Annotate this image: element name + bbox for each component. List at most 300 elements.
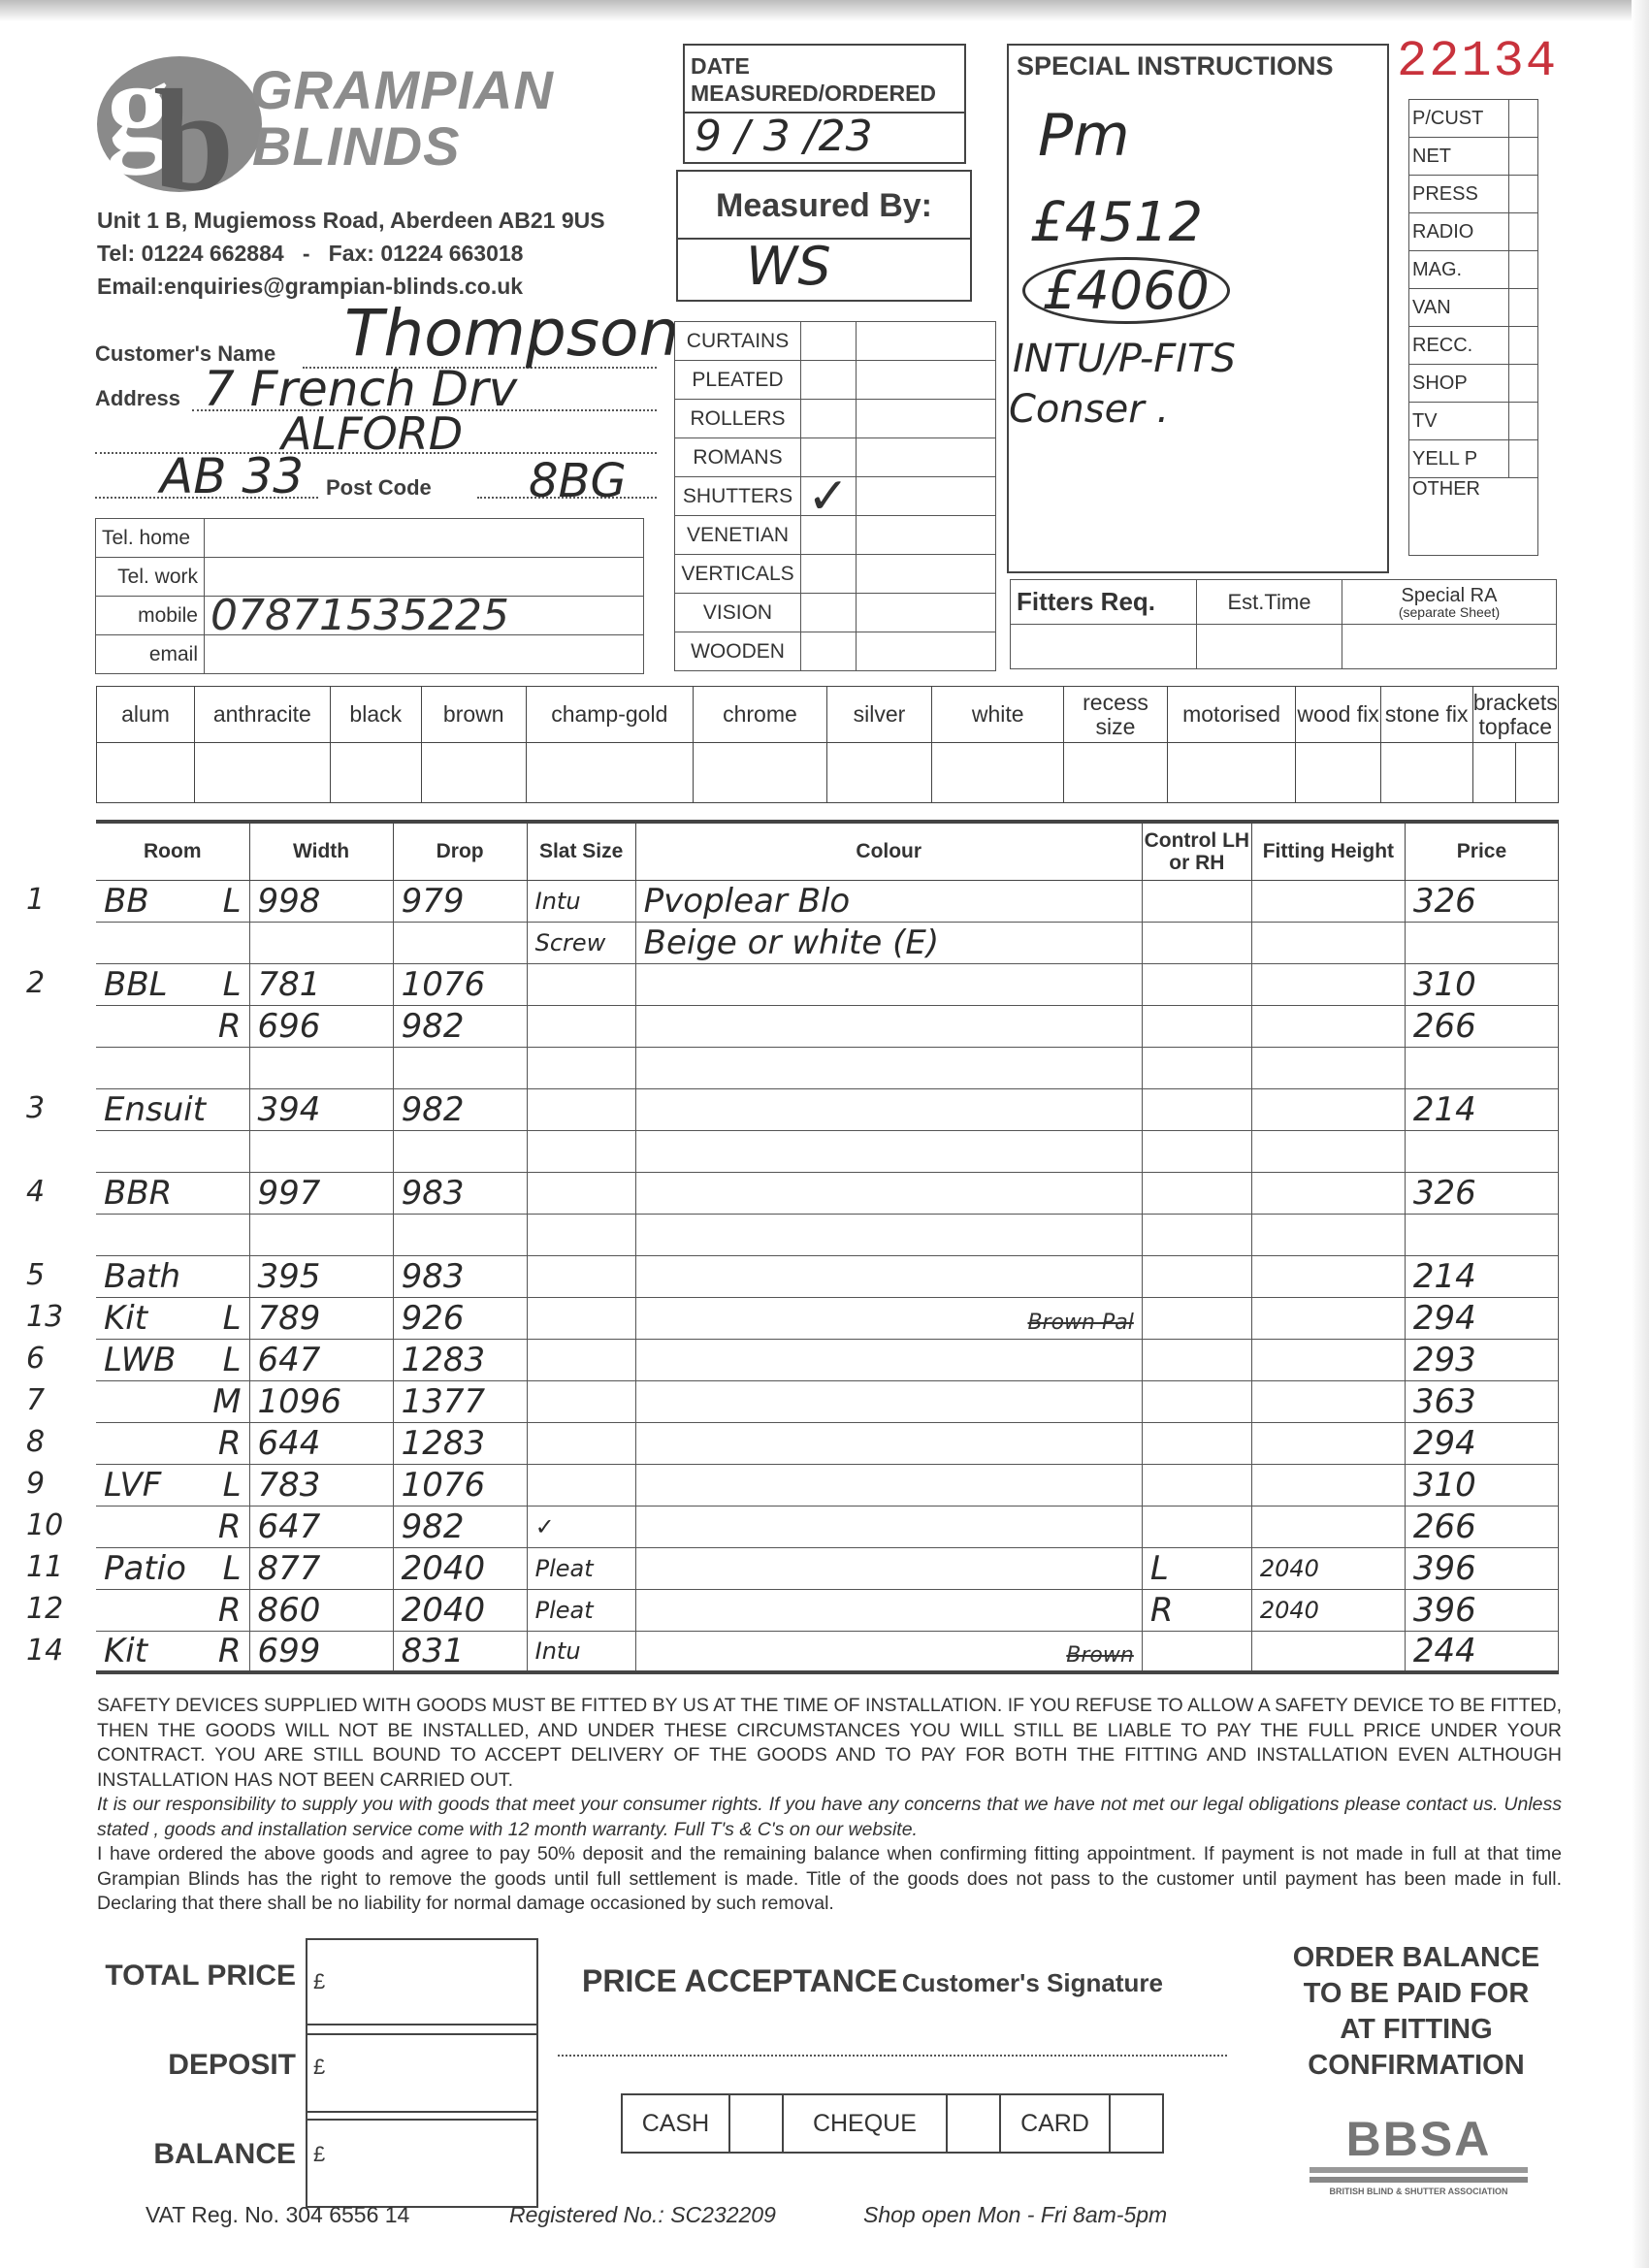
- slat-cell[interactable]: Intu: [527, 1631, 635, 1672]
- order-row: [96, 880, 1559, 922]
- product-notes[interactable]: [856, 516, 995, 555]
- colour-cell[interactable]: [635, 1214, 1142, 1255]
- width-cell[interactable]: 394: [249, 1088, 393, 1130]
- colour-cell[interactable]: [635, 1255, 1142, 1297]
- fit-cell[interactable]: [1251, 1297, 1405, 1339]
- fit-cell[interactable]: 2040: [1251, 1547, 1405, 1589]
- row-number: 3: [26, 1090, 46, 1125]
- source-checkbox[interactable]: [1509, 213, 1538, 251]
- price-cell[interactable]: [1405, 1130, 1558, 1172]
- special-instruction-line[interactable]: Pm: [1038, 102, 1130, 170]
- width-cell[interactable]: [249, 1130, 393, 1172]
- room-name: Bath: [104, 1256, 181, 1296]
- control-cell[interactable]: [1142, 1088, 1251, 1130]
- control-cell[interactable]: [1142, 1130, 1251, 1172]
- drop-cell[interactable]: 982: [393, 1506, 527, 1547]
- price-cell[interactable]: 266: [1405, 1005, 1558, 1047]
- slat-cell[interactable]: [527, 1255, 635, 1297]
- order-balance-line: CONFIRMATION: [1308, 2050, 1525, 2081]
- source-checkbox[interactable]: [1509, 100, 1538, 138]
- slat-cell[interactable]: ✓: [527, 1506, 635, 1547]
- colour-cell[interactable]: [635, 1464, 1142, 1506]
- colour-option-field[interactable]: [694, 743, 827, 803]
- drop-cell[interactable]: [393, 1130, 527, 1172]
- price-cell[interactable]: 266: [1405, 1506, 1558, 1547]
- control-cell[interactable]: [1142, 1172, 1251, 1214]
- brackets-face-field[interactable]: [1515, 743, 1558, 803]
- postcode-label: Post Code: [326, 475, 432, 500]
- address-line2[interactable]: ALFORD: [281, 407, 464, 460]
- measured-by-value[interactable]: WS: [746, 236, 831, 297]
- room-cell[interactable]: [96, 922, 249, 963]
- address-line1[interactable]: 7 French Drv: [204, 361, 518, 417]
- order-row: [96, 1547, 1559, 1589]
- control-cell[interactable]: L: [1142, 1547, 1251, 1589]
- date-value[interactable]: 9 / 3 /23: [695, 112, 873, 161]
- price-cell[interactable]: 363: [1405, 1380, 1558, 1422]
- price-cell[interactable]: 214: [1405, 1088, 1558, 1130]
- room-side: R: [217, 1631, 242, 1670]
- fit-cell[interactable]: [1251, 1506, 1405, 1547]
- colour-option-field[interactable]: [1167, 743, 1296, 803]
- colour-cell[interactable]: [635, 1088, 1142, 1130]
- product-notes[interactable]: [856, 322, 995, 361]
- control-cell[interactable]: [1142, 1255, 1251, 1297]
- price-cell[interactable]: [1405, 1214, 1558, 1255]
- drop-cell[interactable]: [393, 922, 527, 963]
- width-cell[interactable]: 395: [249, 1255, 393, 1297]
- fit-cell[interactable]: [1251, 1047, 1405, 1088]
- bbsa-name: BRITISH BLIND & SHUTTER ASSOCIATION: [1329, 2187, 1508, 2196]
- colour-option-label: white: [932, 687, 1064, 743]
- slat-cell[interactable]: Pleat: [527, 1589, 635, 1631]
- fit-cell[interactable]: [1251, 963, 1405, 1005]
- drop-cell[interactable]: 2040: [393, 1589, 527, 1631]
- width-cell[interactable]: 644: [249, 1422, 393, 1464]
- fit-cell[interactable]: [1251, 1380, 1405, 1422]
- colour-option-label: chrome: [694, 687, 827, 743]
- colour-cell[interactable]: [635, 1422, 1142, 1464]
- brackets-label: brackets: [1472, 690, 1558, 716]
- contact-field[interactable]: [205, 635, 644, 674]
- source-label: SHOP: [1409, 365, 1509, 403]
- colour-option-field[interactable]: [1296, 743, 1381, 803]
- scan-edge: [0, 0, 1649, 21]
- special-ra-label: Special RA: [1401, 584, 1498, 606]
- price-cell[interactable]: [1405, 922, 1558, 963]
- colour-value: Brown: [1066, 1642, 1134, 1668]
- room-cell[interactable]: [26, 1631, 249, 1672]
- room-cell[interactable]: [96, 1047, 249, 1088]
- room-cell[interactable]: [96, 1214, 249, 1255]
- fit-cell[interactable]: [1251, 1130, 1405, 1172]
- control-cell[interactable]: [1142, 1297, 1251, 1339]
- room-cell[interactable]: [26, 1339, 249, 1380]
- customer-name-value[interactable]: Thompson: [344, 296, 680, 371]
- control-cell[interactable]: [1142, 1422, 1251, 1464]
- drop-cell[interactable]: 1283: [393, 1339, 527, 1380]
- control-cell[interactable]: [1142, 922, 1251, 963]
- control-cell[interactable]: [1142, 1464, 1251, 1506]
- row-number: 7: [26, 1382, 46, 1417]
- order-row: [96, 1464, 1559, 1506]
- room-cell[interactable]: [26, 963, 249, 1005]
- room-cell[interactable]: [96, 1130, 249, 1172]
- column-header: Price: [1405, 822, 1558, 880]
- source-label: RADIO: [1409, 213, 1509, 251]
- room-name: LWB: [104, 1340, 177, 1379]
- source-label: RECC.: [1409, 327, 1509, 365]
- price-cell[interactable]: 396: [1405, 1547, 1558, 1589]
- colour-option-field[interactable]: [526, 743, 694, 803]
- drop-cell[interactable]: 1377: [393, 1380, 527, 1422]
- brand-name-line1: GRAMPIAN: [250, 59, 554, 120]
- source-checkbox[interactable]: [1509, 251, 1538, 289]
- slat-cell[interactable]: [527, 1130, 635, 1172]
- colour-cell[interactable]: [635, 1380, 1142, 1422]
- room-cell[interactable]: [26, 1172, 249, 1214]
- colour-value: Brown Pal: [1027, 1310, 1134, 1335]
- order-row: [96, 1506, 1559, 1547]
- control-cell[interactable]: [1142, 963, 1251, 1005]
- colour-options-table: [96, 686, 1559, 803]
- product-notes[interactable]: [856, 361, 995, 400]
- colour-cell[interactable]: [635, 1005, 1142, 1047]
- currency-symbol: £: [313, 2055, 326, 2079]
- contact-row: [96, 519, 644, 558]
- colour-cell[interactable]: [635, 963, 1142, 1005]
- source-checkbox[interactable]: [1509, 327, 1538, 365]
- room-cell[interactable]: [26, 1088, 249, 1130]
- product-notes[interactable]: [856, 594, 995, 632]
- colour-option-field[interactable]: [826, 743, 931, 803]
- source-row: [1409, 403, 1538, 440]
- address-line3[interactable]: AB 33: [160, 448, 305, 504]
- drop-cell[interactable]: 1076: [393, 963, 527, 1005]
- room-side: L: [222, 1465, 242, 1505]
- slat-cell[interactable]: Screw: [527, 922, 635, 963]
- price-cell[interactable]: [1405, 1047, 1558, 1088]
- product-checkbox[interactable]: [801, 555, 857, 594]
- room-cell[interactable]: [26, 1506, 249, 1547]
- source-row: [1409, 100, 1538, 138]
- width-cell[interactable]: [249, 1214, 393, 1255]
- slat-cell[interactable]: [527, 1464, 635, 1506]
- drop-cell[interactable]: [393, 1047, 527, 1088]
- slat-cell[interactable]: [527, 1297, 635, 1339]
- balance-field[interactable]: [306, 2111, 538, 2208]
- drop-cell[interactable]: 2040: [393, 1547, 527, 1589]
- postcode-value[interactable]: 8BG: [529, 454, 627, 508]
- consumer-rights-terms: It is our responsibility to supply you with goods that meet your consumer rights. If you have any concerns that we have not met our legal obligations please contact us. Unless stated , goods and installation service come with 12 month warranty. Full T's & C's on our website.: [97, 1794, 1562, 1840]
- colour-option-field[interactable]: [97, 743, 195, 803]
- source-label: PRESS: [1409, 176, 1509, 213]
- column-header: Width: [249, 822, 393, 880]
- column-header: Drop: [393, 822, 527, 880]
- row-number: 14: [26, 1633, 64, 1668]
- colour-cell[interactable]: [635, 1130, 1142, 1172]
- drop-cell[interactable]: 982: [393, 1088, 527, 1130]
- product-notes[interactable]: [856, 400, 995, 438]
- control-cell[interactable]: [1142, 1380, 1251, 1422]
- total-price-label: TOTAL PRICE: [105, 1960, 296, 1992]
- fit-cell[interactable]: [1251, 1005, 1405, 1047]
- product-checkbox[interactable]: [801, 632, 857, 671]
- colour-cell[interactable]: [635, 1172, 1142, 1214]
- room-side: L: [222, 1298, 242, 1338]
- price-cell[interactable]: 293: [1405, 1339, 1558, 1380]
- slat-cell[interactable]: Intu: [527, 880, 635, 922]
- order-row: [96, 1047, 1559, 1088]
- colour-option-label: brown: [421, 687, 526, 743]
- price-cell[interactable]: 310: [1405, 1464, 1558, 1506]
- colour-value: Beige or white (E): [643, 923, 940, 962]
- payment-method-label: CARD: [1000, 2094, 1110, 2153]
- payment-method-checkbox[interactable]: [947, 2094, 1000, 2153]
- width-cell[interactable]: 781: [249, 963, 393, 1005]
- scan-edge: [1632, 0, 1649, 2268]
- width-cell[interactable]: [249, 922, 393, 963]
- order-row: [96, 1380, 1559, 1422]
- room-name: Patio: [104, 1548, 186, 1588]
- registered-number: Registered No.: SC232209: [509, 2202, 776, 2227]
- width-cell[interactable]: 877: [249, 1547, 393, 1589]
- fit-cell[interactable]: [1251, 1422, 1405, 1464]
- fit-cell[interactable]: [1251, 1214, 1405, 1255]
- slat-cell[interactable]: [527, 1339, 635, 1380]
- product-label: ROMANS: [675, 438, 801, 477]
- source-list: [1408, 99, 1538, 556]
- room-side: R: [217, 1590, 242, 1630]
- width-cell[interactable]: 647: [249, 1506, 393, 1547]
- order-number: 22134: [1397, 33, 1559, 90]
- slat-cell[interactable]: [527, 1088, 635, 1130]
- price-cell[interactable]: 294: [1405, 1297, 1558, 1339]
- brackets-sub: [1473, 715, 1558, 738]
- drop-cell[interactable]: [393, 1214, 527, 1255]
- fit-cell[interactable]: [1251, 1255, 1405, 1297]
- est-time-field[interactable]: [1197, 625, 1342, 669]
- product-checkbox[interactable]: [801, 400, 857, 438]
- contact-field[interactable]: 07871535225: [205, 597, 644, 635]
- fit-cell[interactable]: [1251, 1631, 1405, 1672]
- control-cell[interactable]: [1142, 880, 1251, 922]
- colour-cell[interactable]: [635, 1589, 1142, 1631]
- source-checkbox[interactable]: [1509, 138, 1538, 176]
- colour-option-label: motorised: [1167, 687, 1296, 743]
- payment-method-checkbox[interactable]: [1110, 2094, 1163, 2153]
- row-number: 10: [26, 1507, 64, 1542]
- room-cell[interactable]: [26, 1422, 249, 1464]
- colour-option-field[interactable]: [1380, 743, 1472, 803]
- special-instruction-line[interactable]: INTU/P-FITS: [1013, 337, 1236, 381]
- deposit-field[interactable]: [306, 2024, 538, 2121]
- fitters-req-field[interactable]: [1011, 625, 1197, 669]
- control-cell[interactable]: [1142, 1005, 1251, 1047]
- source-checkbox[interactable]: [1509, 403, 1538, 440]
- colour-cell[interactable]: [635, 1547, 1142, 1589]
- colour-cell[interactable]: [635, 1047, 1142, 1088]
- product-label: SHUTTERS: [675, 477, 801, 516]
- product-checkbox[interactable]: [801, 361, 857, 400]
- price-cell[interactable]: 396: [1405, 1589, 1558, 1631]
- colour-option-field[interactable]: [1064, 743, 1168, 803]
- price-cell[interactable]: 214: [1405, 1255, 1558, 1297]
- price-cell[interactable]: 244: [1405, 1631, 1558, 1672]
- safety-terms: SAFETY DEVICES SUPPLIED WITH GOODS MUST BE FITTED BY US AT THE TIME OF INSTALLATION. IF YOU REFUSE TO ALLOW A SAFETY DEVICE TO BE FITTED, THEN THE GOODS WILL NOT BE INSTALLED, AND UNDER THESE CIRCUMSTANCES YOU WILL STILL BE LIABLE TO PAY THE FULL PRICE UNDER YOUR CONTRACT. YOU ARE STILL BOUND TO ACCEPT DELIVERY OF THE GOODS AND TO PAY FOR BOTH THE FITTING AND INSTALLATION EVEN ALTHOUGH INSTALLATION HAS NOT BEEN CARRIED OUT.: [97, 1695, 1562, 1791]
- fit-cell[interactable]: 2040: [1251, 1589, 1405, 1631]
- brackets-top-field[interactable]: [1472, 743, 1515, 803]
- fit-cell[interactable]: [1251, 922, 1405, 963]
- fit-cell[interactable]: [1251, 880, 1405, 922]
- price-cell[interactable]: 294: [1405, 1422, 1558, 1464]
- drop-cell[interactable]: 982: [393, 1005, 527, 1047]
- colour-option-field[interactable]: [421, 743, 526, 803]
- control-cell[interactable]: [1142, 1047, 1251, 1088]
- fit-cell[interactable]: [1251, 1464, 1405, 1506]
- width-cell[interactable]: 699: [249, 1631, 393, 1672]
- source-label: P/CUST: [1409, 100, 1509, 138]
- colour-option-field[interactable]: [932, 743, 1064, 803]
- price-acceptance-subtitle: Customer's Signature: [901, 1968, 1163, 1997]
- price-cell[interactable]: 310: [1405, 963, 1558, 1005]
- special-instruction-line[interactable]: £4512: [1030, 191, 1204, 254]
- room-cell[interactable]: [26, 1464, 249, 1506]
- special-ra-field[interactable]: [1342, 625, 1557, 669]
- product-checkbox[interactable]: ✓: [801, 477, 857, 516]
- product-notes[interactable]: [856, 555, 995, 594]
- room-side: L: [222, 1340, 242, 1379]
- width-cell[interactable]: 997: [249, 1172, 393, 1214]
- fit-cell[interactable]: [1251, 1088, 1405, 1130]
- slat-cell[interactable]: [527, 1047, 635, 1088]
- width-cell[interactable]: 783: [249, 1464, 393, 1506]
- room-name: Ensuit: [104, 1089, 207, 1129]
- brackets-header: [1472, 687, 1558, 743]
- special-ra-header: [1342, 580, 1557, 625]
- special-ra-note: (separate Sheet): [1398, 603, 1501, 620]
- source-label: TV: [1409, 403, 1509, 440]
- signature-line[interactable]: [558, 2055, 1227, 2057]
- source-checkbox[interactable]: [1509, 289, 1538, 327]
- colour-cell[interactable]: [635, 1339, 1142, 1380]
- colour-cell[interactable]: [635, 880, 1142, 922]
- slat-cell[interactable]: [527, 963, 635, 1005]
- product-notes[interactable]: [856, 477, 995, 516]
- width-cell[interactable]: 696: [249, 1005, 393, 1047]
- product-label: VERTICALS: [675, 555, 801, 594]
- product-notes[interactable]: [856, 438, 995, 477]
- product-label: PLEATED: [675, 361, 801, 400]
- room-side: R: [217, 1006, 242, 1046]
- width-cell[interactable]: 998: [249, 880, 393, 922]
- drop-cell[interactable]: 1076: [393, 1464, 527, 1506]
- source-checkbox[interactable]: [1509, 365, 1538, 403]
- column-header: Slat Size: [527, 822, 635, 880]
- drop-cell[interactable]: 1283: [393, 1422, 527, 1464]
- control-cell[interactable]: [1142, 1631, 1251, 1672]
- contact-field[interactable]: [205, 519, 644, 558]
- colour-option-field[interactable]: [195, 743, 331, 803]
- currency-symbol: £: [313, 2142, 326, 2166]
- payment-method-label: CASH: [622, 2094, 729, 2153]
- payment-methods-table: [621, 2093, 1164, 2154]
- special-instruction-line-circled[interactable]: £4060: [1022, 257, 1230, 324]
- order-row: [96, 1172, 1559, 1214]
- width-cell[interactable]: 1096: [249, 1380, 393, 1422]
- colour-option-label: stone fix: [1380, 687, 1472, 743]
- product-checkbox[interactable]: [801, 322, 857, 361]
- source-checkbox[interactable]: [1509, 176, 1538, 213]
- colour-cell[interactable]: [635, 922, 1142, 963]
- source-row: [1409, 440, 1538, 478]
- date-label-2: MEASURED/ORDERED: [691, 81, 937, 106]
- drop-cell[interactable]: 926: [393, 1297, 527, 1339]
- slat-cell[interactable]: [527, 1214, 635, 1255]
- width-cell[interactable]: 789: [249, 1297, 393, 1339]
- drop-cell[interactable]: 979: [393, 880, 527, 922]
- row-number: 6: [26, 1341, 46, 1376]
- room-cell[interactable]: [26, 1297, 249, 1339]
- slat-cell[interactable]: [527, 1172, 635, 1214]
- colour-cell[interactable]: [635, 1631, 1142, 1672]
- row-number: 12: [26, 1591, 64, 1626]
- room-cell[interactable]: [26, 1255, 249, 1297]
- width-cell[interactable]: 860: [249, 1589, 393, 1631]
- source-row: [1409, 251, 1538, 289]
- control-cell[interactable]: R: [1142, 1589, 1251, 1631]
- price-cell[interactable]: 326: [1405, 1172, 1558, 1214]
- special-instruction-line[interactable]: Conser .: [1009, 387, 1170, 432]
- width-cell[interactable]: [249, 1047, 393, 1088]
- total-price-field[interactable]: [306, 1938, 538, 2035]
- order-row: [96, 1255, 1559, 1297]
- order-balance-note: [1261, 1940, 1571, 2084]
- fit-cell[interactable]: [1251, 1172, 1405, 1214]
- address-label: Address: [95, 386, 181, 410]
- room-cell[interactable]: [26, 1589, 249, 1631]
- payment-method-checkbox[interactable]: [729, 2094, 783, 2153]
- product-checkbox[interactable]: [801, 594, 857, 632]
- drop-cell[interactable]: 831: [393, 1631, 527, 1672]
- control-cell[interactable]: [1142, 1506, 1251, 1547]
- slat-cell[interactable]: Pleat: [527, 1547, 635, 1589]
- colour-option-field[interactable]: [330, 743, 421, 803]
- room-cell[interactable]: [26, 1547, 249, 1589]
- slat-cell[interactable]: [527, 1422, 635, 1464]
- source-row: [1409, 365, 1538, 403]
- order-row: [96, 1339, 1559, 1380]
- colour-cell[interactable]: [635, 1297, 1142, 1339]
- source-label: NET: [1409, 138, 1509, 176]
- control-cell[interactable]: [1142, 1214, 1251, 1255]
- drop-cell[interactable]: 983: [393, 1255, 527, 1297]
- slat-cell[interactable]: [527, 1005, 635, 1047]
- width-cell[interactable]: 647: [249, 1339, 393, 1380]
- drop-cell[interactable]: 983: [393, 1172, 527, 1214]
- room-cell[interactable]: [96, 1005, 249, 1047]
- product-notes[interactable]: [856, 632, 995, 671]
- order-balance-line: AT FITTING: [1340, 2014, 1493, 2045]
- room-cell[interactable]: [26, 1380, 249, 1422]
- source-checkbox[interactable]: [1509, 440, 1538, 478]
- colour-cell[interactable]: [635, 1506, 1142, 1547]
- price-cell[interactable]: 326: [1405, 880, 1558, 922]
- control-cell[interactable]: [1142, 1339, 1251, 1380]
- room-cell[interactable]: [26, 880, 249, 922]
- slat-cell[interactable]: [527, 1380, 635, 1422]
- fit-cell[interactable]: [1251, 1339, 1405, 1380]
